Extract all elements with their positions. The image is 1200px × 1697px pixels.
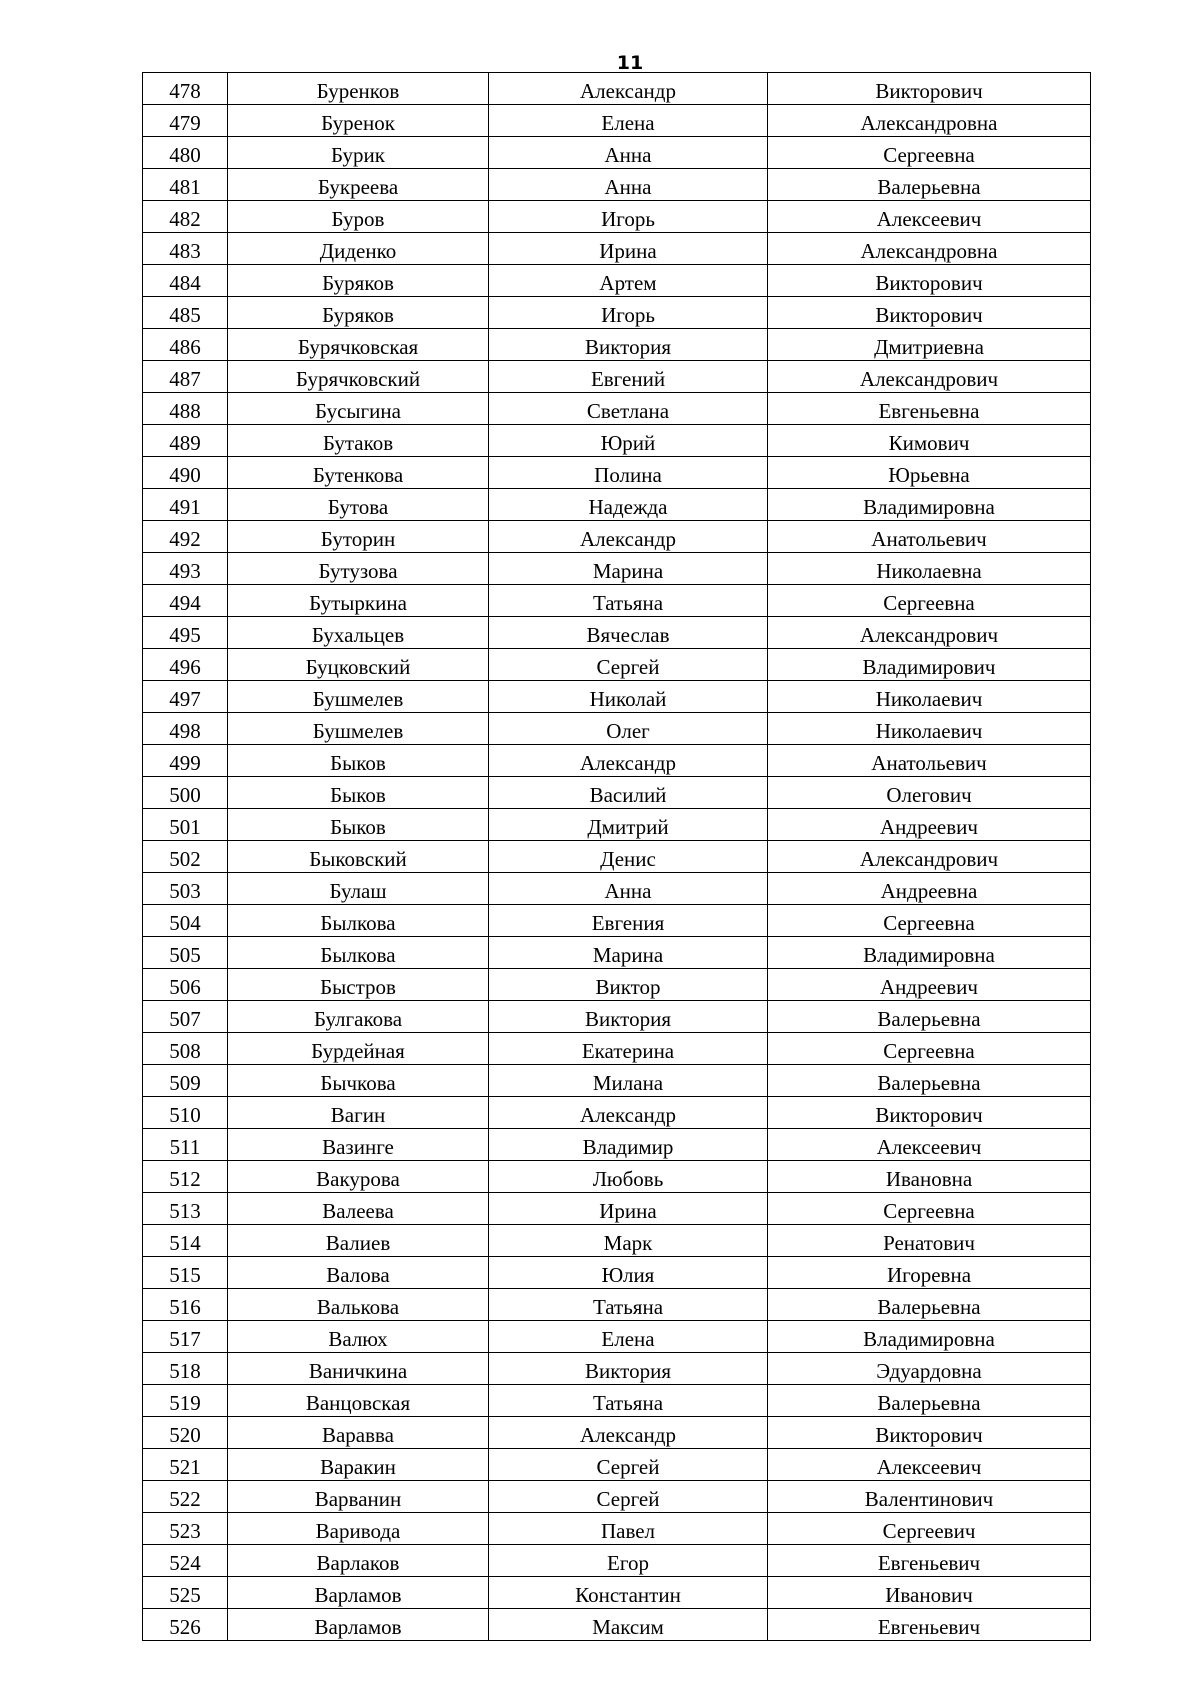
patronymic-cell: Сергеевна (768, 1193, 1091, 1225)
patronymic-cell: Валерьевна (768, 169, 1091, 201)
page-number: 11 (616, 52, 644, 74)
table-row (143, 1417, 1091, 1449)
surname-cell: Булгакова (228, 1001, 489, 1033)
patronymic-cell: Ренатович (768, 1225, 1091, 1257)
patronymic-cell: Алексеевич (768, 1449, 1091, 1481)
first-name-cell: Игорь (489, 297, 768, 329)
first-name-cell: Татьяна (489, 1289, 768, 1321)
row-number-cell: 493 (143, 553, 228, 585)
surname-cell: Бухальцев (228, 617, 489, 649)
surname-cell: Бушмелев (228, 681, 489, 713)
row-number-cell: 515 (143, 1257, 228, 1289)
first-name-cell: Денис (489, 841, 768, 873)
row-number-cell: 478 (143, 73, 228, 105)
first-name-cell: Татьяна (489, 1385, 768, 1417)
table-row (143, 905, 1091, 937)
row-number-cell: 518 (143, 1353, 228, 1385)
surname-cell: Быстров (228, 969, 489, 1001)
surname-cell: Быков (228, 809, 489, 841)
first-name-cell: Анна (489, 169, 768, 201)
first-name-cell: Дмитрий (489, 809, 768, 841)
surname-cell: Варванин (228, 1481, 489, 1513)
patronymic-cell: Владимирович (768, 649, 1091, 681)
patronymic-cell: Викторович (768, 73, 1091, 105)
first-name-cell: Виктория (489, 329, 768, 361)
first-name-cell: Надежда (489, 489, 768, 521)
patronymic-cell: Сергеевна (768, 905, 1091, 937)
row-number-cell: 481 (143, 169, 228, 201)
row-number-cell: 506 (143, 969, 228, 1001)
surname-cell: Ваничкина (228, 1353, 489, 1385)
patronymic-cell: Владимировна (768, 937, 1091, 969)
surname-cell: Быковский (228, 841, 489, 873)
row-number-cell: 494 (143, 585, 228, 617)
patronymic-cell: Владимировна (768, 489, 1091, 521)
row-number-cell: 516 (143, 1289, 228, 1321)
first-name-cell: Александр (489, 1417, 768, 1449)
surname-cell: Бурик (228, 137, 489, 169)
patronymic-cell: Викторович (768, 297, 1091, 329)
surname-cell: Буренок (228, 105, 489, 137)
patronymic-cell: Николаевна (768, 553, 1091, 585)
surname-cell: Валова (228, 1257, 489, 1289)
row-number-cell: 487 (143, 361, 228, 393)
table-row (143, 1225, 1091, 1257)
patronymic-cell: Анатольевич (768, 745, 1091, 777)
first-name-cell: Полина (489, 457, 768, 489)
row-number-cell: 522 (143, 1481, 228, 1513)
table-row (143, 937, 1091, 969)
patronymic-cell: Александровна (768, 233, 1091, 265)
table-row (143, 105, 1091, 137)
table-row (143, 457, 1091, 489)
first-name-cell: Сергей (489, 1449, 768, 1481)
patronymic-cell: Александрович (768, 841, 1091, 873)
row-number-cell: 500 (143, 777, 228, 809)
surname-cell: Ванцовская (228, 1385, 489, 1417)
patronymic-cell: Валерьевна (768, 1001, 1091, 1033)
first-name-cell: Анна (489, 873, 768, 905)
first-name-cell: Александр (489, 73, 768, 105)
surname-cell: Вазинге (228, 1129, 489, 1161)
row-number-cell: 483 (143, 233, 228, 265)
row-number-cell: 523 (143, 1513, 228, 1545)
table-row (143, 1161, 1091, 1193)
surname-cell: Валькова (228, 1289, 489, 1321)
table-row (143, 1129, 1091, 1161)
surname-cell: Буренков (228, 73, 489, 105)
patronymic-cell: Евгеньевна (768, 393, 1091, 425)
table-row (143, 617, 1091, 649)
surname-cell: Бутова (228, 489, 489, 521)
first-name-cell: Сергей (489, 649, 768, 681)
table-row (143, 521, 1091, 553)
surname-cell: Варламов (228, 1577, 489, 1609)
first-name-cell: Татьяна (489, 585, 768, 617)
table-row (143, 201, 1091, 233)
first-name-cell: Юлия (489, 1257, 768, 1289)
first-name-cell: Юрий (489, 425, 768, 457)
patronymic-cell: Николаевич (768, 681, 1091, 713)
first-name-cell: Игорь (489, 201, 768, 233)
surname-cell: Варакин (228, 1449, 489, 1481)
table-row (143, 361, 1091, 393)
row-number-cell: 514 (143, 1225, 228, 1257)
first-name-cell: Николай (489, 681, 768, 713)
surname-cell: Вакурова (228, 1161, 489, 1193)
first-name-cell: Виктория (489, 1001, 768, 1033)
patronymic-cell: Александровна (768, 105, 1091, 137)
first-name-cell: Любовь (489, 1161, 768, 1193)
patronymic-cell: Валентинович (768, 1481, 1091, 1513)
table-row (143, 1257, 1091, 1289)
first-name-cell: Екатерина (489, 1033, 768, 1065)
row-number-cell: 505 (143, 937, 228, 969)
first-name-cell: Ирина (489, 1193, 768, 1225)
table-row (143, 265, 1091, 297)
patronymic-cell: Валерьевна (768, 1385, 1091, 1417)
table-row (143, 425, 1091, 457)
table-row (143, 1353, 1091, 1385)
row-number-cell: 517 (143, 1321, 228, 1353)
row-number-cell: 520 (143, 1417, 228, 1449)
roster-table-body (143, 73, 1091, 1641)
surname-cell: Варивода (228, 1513, 489, 1545)
table-row (143, 777, 1091, 809)
surname-cell: Бурячковская (228, 329, 489, 361)
table-row (143, 1001, 1091, 1033)
row-number-cell: 502 (143, 841, 228, 873)
row-number-cell: 513 (143, 1193, 228, 1225)
table-row (143, 649, 1091, 681)
first-name-cell: Марк (489, 1225, 768, 1257)
surname-cell: Бутузова (228, 553, 489, 585)
row-number-cell: 486 (143, 329, 228, 361)
patronymic-cell: Андреевна (768, 873, 1091, 905)
patronymic-cell: Дмитриевна (768, 329, 1091, 361)
row-number-cell: 508 (143, 1033, 228, 1065)
patronymic-cell: Ивановна (768, 1161, 1091, 1193)
patronymic-cell: Кимович (768, 425, 1091, 457)
patronymic-cell: Викторович (768, 1097, 1091, 1129)
row-number-cell: 484 (143, 265, 228, 297)
table-row (143, 1289, 1091, 1321)
surname-cell: Быков (228, 777, 489, 809)
surname-cell: Буров (228, 201, 489, 233)
patronymic-cell: Викторович (768, 265, 1091, 297)
surname-cell: Буторин (228, 521, 489, 553)
table-row (143, 73, 1091, 105)
table-row (143, 969, 1091, 1001)
first-name-cell: Павел (489, 1513, 768, 1545)
table-row (143, 1097, 1091, 1129)
surname-cell: Бурячковский (228, 361, 489, 393)
row-number-cell: 495 (143, 617, 228, 649)
table-row (143, 1545, 1091, 1577)
first-name-cell: Егор (489, 1545, 768, 1577)
surname-cell: Буряков (228, 265, 489, 297)
first-name-cell: Артем (489, 265, 768, 297)
row-number-cell: 509 (143, 1065, 228, 1097)
surname-cell: Былкова (228, 905, 489, 937)
patronymic-cell: Евгеньевич (768, 1545, 1091, 1577)
row-number-cell: 503 (143, 873, 228, 905)
patronymic-cell: Сергеевна (768, 1033, 1091, 1065)
first-name-cell: Марина (489, 553, 768, 585)
first-name-cell: Сергей (489, 1481, 768, 1513)
patronymic-cell: Иванович (768, 1577, 1091, 1609)
row-number-cell: 490 (143, 457, 228, 489)
surname-cell: Валюх (228, 1321, 489, 1353)
patronymic-cell: Андреевич (768, 809, 1091, 841)
row-number-cell: 524 (143, 1545, 228, 1577)
table-row (143, 1033, 1091, 1065)
first-name-cell: Евгения (489, 905, 768, 937)
row-number-cell: 511 (143, 1129, 228, 1161)
first-name-cell: Александр (489, 745, 768, 777)
first-name-cell: Василий (489, 777, 768, 809)
first-name-cell: Виктор (489, 969, 768, 1001)
table-row (143, 1449, 1091, 1481)
first-name-cell: Максим (489, 1609, 768, 1641)
first-name-cell: Владимир (489, 1129, 768, 1161)
first-name-cell: Олег (489, 713, 768, 745)
first-name-cell: Александр (489, 521, 768, 553)
surname-cell: Быков (228, 745, 489, 777)
table-row (143, 809, 1091, 841)
table-row (143, 681, 1091, 713)
first-name-cell: Марина (489, 937, 768, 969)
surname-cell: Бусыгина (228, 393, 489, 425)
row-number-cell: 512 (143, 1161, 228, 1193)
row-number-cell: 499 (143, 745, 228, 777)
surname-cell: Диденко (228, 233, 489, 265)
patronymic-cell: Сергеевна (768, 585, 1091, 617)
patronymic-cell: Викторович (768, 1417, 1091, 1449)
first-name-cell: Виктория (489, 1353, 768, 1385)
patronymic-cell: Игоревна (768, 1257, 1091, 1289)
surname-cell: Булаш (228, 873, 489, 905)
row-number-cell: 510 (143, 1097, 228, 1129)
surname-cell: Варлаков (228, 1545, 489, 1577)
first-name-cell: Светлана (489, 393, 768, 425)
row-number-cell: 480 (143, 137, 228, 169)
surname-cell: Варламов (228, 1609, 489, 1641)
patronymic-cell: Сергеевна (768, 137, 1091, 169)
patronymic-cell: Александрович (768, 617, 1091, 649)
row-number-cell: 496 (143, 649, 228, 681)
surname-cell: Валиев (228, 1225, 489, 1257)
table-row (143, 1577, 1091, 1609)
patronymic-cell: Владимировна (768, 1321, 1091, 1353)
table-row (143, 1609, 1091, 1641)
table-row (143, 137, 1091, 169)
first-name-cell: Елена (489, 105, 768, 137)
patronymic-cell: Олегович (768, 777, 1091, 809)
surname-cell: Варавва (228, 1417, 489, 1449)
surname-cell: Бутыркина (228, 585, 489, 617)
row-number-cell: 521 (143, 1449, 228, 1481)
row-number-cell: 501 (143, 809, 228, 841)
surname-cell: Валеева (228, 1193, 489, 1225)
table-row (143, 1481, 1091, 1513)
patronymic-cell: Андреевич (768, 969, 1091, 1001)
table-row (143, 489, 1091, 521)
table-row (143, 1513, 1091, 1545)
patronymic-cell: Евгеньевич (768, 1609, 1091, 1641)
first-name-cell: Евгений (489, 361, 768, 393)
row-number-cell: 504 (143, 905, 228, 937)
surname-cell: Вагин (228, 1097, 489, 1129)
table-row (143, 1385, 1091, 1417)
surname-cell: Буцковский (228, 649, 489, 681)
first-name-cell: Анна (489, 137, 768, 169)
surname-cell: Буряков (228, 297, 489, 329)
surname-cell: Былкова (228, 937, 489, 969)
patronymic-cell: Юрьевна (768, 457, 1091, 489)
row-number-cell: 479 (143, 105, 228, 137)
patronymic-cell: Сергеевич (768, 1513, 1091, 1545)
table-row (143, 873, 1091, 905)
table-row (143, 585, 1091, 617)
first-name-cell: Ирина (489, 233, 768, 265)
surname-cell: Бушмелев (228, 713, 489, 745)
patronymic-cell: Николаевич (768, 713, 1091, 745)
surname-cell: Бутенкова (228, 457, 489, 489)
table-row (143, 553, 1091, 585)
row-number-cell: 507 (143, 1001, 228, 1033)
row-number-cell: 492 (143, 521, 228, 553)
table-row (143, 841, 1091, 873)
surname-cell: Бурдейная (228, 1033, 489, 1065)
row-number-cell: 497 (143, 681, 228, 713)
roster-table (142, 72, 1091, 1641)
table-row (143, 745, 1091, 777)
row-number-cell: 485 (143, 297, 228, 329)
row-number-cell: 526 (143, 1609, 228, 1641)
row-number-cell: 498 (143, 713, 228, 745)
table-row (143, 1321, 1091, 1353)
surname-cell: Букреева (228, 169, 489, 201)
patronymic-cell: Алексеевич (768, 201, 1091, 233)
first-name-cell: Константин (489, 1577, 768, 1609)
row-number-cell: 489 (143, 425, 228, 457)
table-row (143, 393, 1091, 425)
patronymic-cell: Валерьевна (768, 1289, 1091, 1321)
patronymic-cell: Валерьевна (768, 1065, 1091, 1097)
row-number-cell: 488 (143, 393, 228, 425)
table-row (143, 233, 1091, 265)
first-name-cell: Александр (489, 1097, 768, 1129)
first-name-cell: Вячеслав (489, 617, 768, 649)
row-number-cell: 525 (143, 1577, 228, 1609)
patronymic-cell: Алексеевич (768, 1129, 1091, 1161)
table-row (143, 713, 1091, 745)
first-name-cell: Милана (489, 1065, 768, 1097)
table-row (143, 297, 1091, 329)
table-row (143, 329, 1091, 361)
table-row (143, 1065, 1091, 1097)
patronymic-cell: Александрович (768, 361, 1091, 393)
row-number-cell: 482 (143, 201, 228, 233)
surname-cell: Бычкова (228, 1065, 489, 1097)
table-row (143, 169, 1091, 201)
row-number-cell: 519 (143, 1385, 228, 1417)
first-name-cell: Елена (489, 1321, 768, 1353)
surname-cell: Бутаков (228, 425, 489, 457)
table-row (143, 1193, 1091, 1225)
row-number-cell: 491 (143, 489, 228, 521)
patronymic-cell: Анатольевич (768, 521, 1091, 553)
patronymic-cell: Эдуардовна (768, 1353, 1091, 1385)
